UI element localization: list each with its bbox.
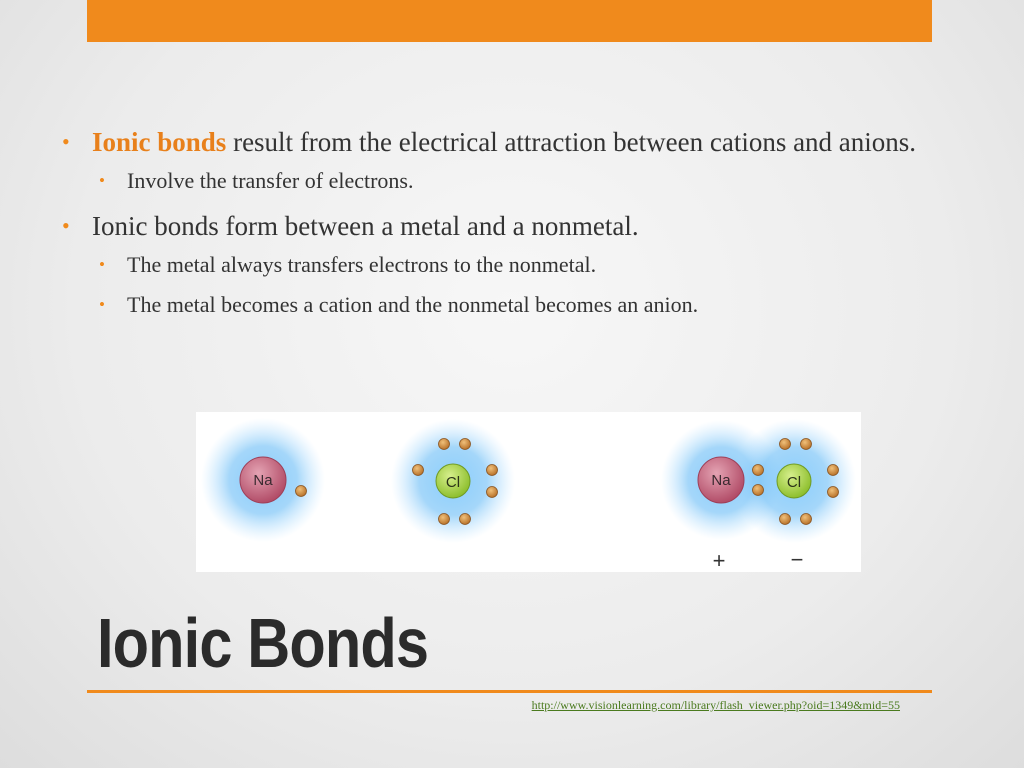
- bullet-dot: •: [99, 255, 105, 274]
- electron: [801, 439, 812, 450]
- bullet-dot: •: [99, 295, 105, 314]
- electron: [753, 485, 764, 496]
- bullet-dot: •: [62, 129, 70, 154]
- cl-ion-symbol: Cl: [786, 474, 802, 491]
- anion-charge: −: [790, 547, 804, 572]
- bullet-ionic-bonds-definition: [62, 122, 1002, 162]
- bullet-text: The metal becomes a cation and the nonmetal becomes an anion.: [127, 292, 699, 317]
- cl-symbol: Cl: [445, 474, 461, 491]
- electron: [753, 465, 764, 476]
- electron: [801, 514, 812, 525]
- electron: [487, 487, 498, 498]
- bullet-dot: •: [62, 213, 70, 238]
- sub-bullet-transfer: [62, 166, 1002, 196]
- electron: [460, 439, 471, 450]
- sub-bullet-cation-anion: [62, 290, 1002, 320]
- top-accent-bar: [87, 0, 932, 42]
- bullet-list: [62, 122, 1002, 330]
- bullet-text: Ionic bonds form between a metal and a nonmetal.: [92, 211, 639, 241]
- na-ion-symbol: Na: [711, 472, 731, 489]
- bullet-text: Involve the transfer of electrons.: [127, 168, 414, 193]
- bullet-dot: •: [99, 171, 105, 190]
- electron: [460, 514, 471, 525]
- title-underline-rule: [87, 690, 932, 693]
- electron: [828, 465, 839, 476]
- ionic-bond-diagram-svg: [196, 412, 861, 572]
- cation-charge: +: [712, 548, 726, 572]
- bullet-text: The metal always transfers electrons to the nonmetal.: [127, 252, 597, 277]
- na-symbol: Na: [253, 472, 273, 489]
- sub-bullet-metal-transfers: [62, 250, 1002, 280]
- electron: [780, 514, 791, 525]
- electron: [487, 465, 498, 476]
- ionic-bond-diagram: [196, 412, 861, 572]
- electron: [296, 486, 307, 497]
- slide-title: Ionic Bonds: [97, 604, 429, 682]
- source-link[interactable]: http://www.visionlearning.com/library/flash_viewer.php?oid=1349&mid=55: [531, 698, 900, 712]
- electron: [439, 514, 450, 525]
- electron: [413, 465, 424, 476]
- ionic-bonds-term: Ionic bonds: [92, 127, 227, 157]
- electron: [439, 439, 450, 450]
- electron: [828, 487, 839, 498]
- bullet-text: result from the electrical attraction between cations and anions.: [226, 127, 917, 157]
- bullet-metal-nonmetal: [62, 206, 1002, 246]
- electron: [780, 439, 791, 450]
